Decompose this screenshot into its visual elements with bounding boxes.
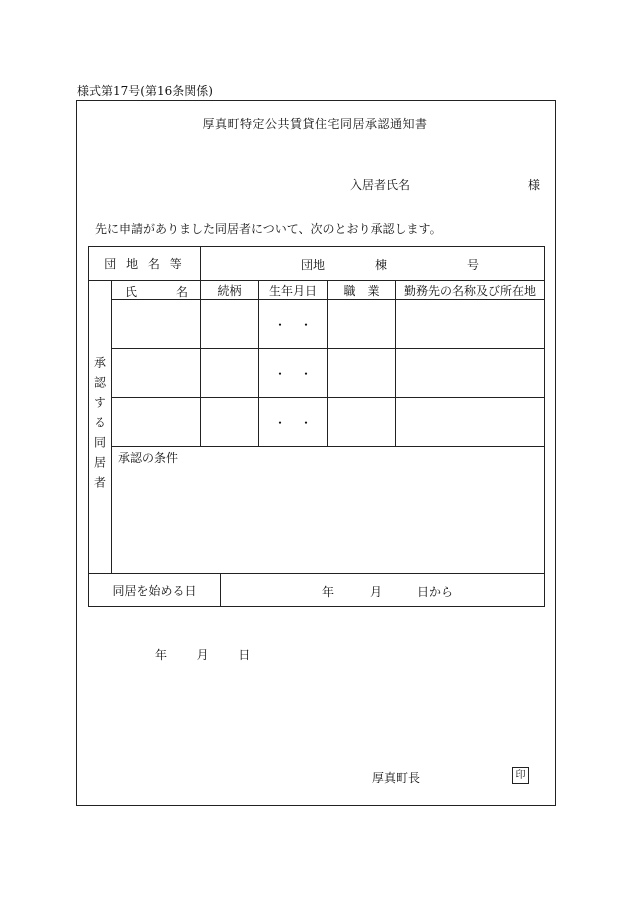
date-dots: ・・ — [274, 415, 327, 430]
form-number: 様式第17号(第16条関係) — [77, 84, 213, 98]
birthdate-cell[interactable] — [259, 349, 328, 398]
date-dots: ・・ — [274, 317, 327, 332]
seal-stamp: 印 — [512, 767, 529, 784]
header-workplace: 勤務先の名称及び所在地 — [396, 281, 545, 300]
resident-honorific: 様 — [528, 178, 541, 192]
intro-text: 先に申請がありました同居者について、次のとおり承認します。 — [95, 222, 442, 236]
header-birthdate: 生年月日 — [259, 281, 328, 300]
resident-name-label: 入居者氏名 — [350, 178, 411, 192]
date-dots: ・・ — [274, 366, 327, 381]
occupation-cell[interactable] — [328, 300, 396, 349]
issue-month-label: 月 — [196, 648, 209, 662]
table-row — [89, 349, 545, 398]
issue-year-label: 年 — [155, 648, 168, 662]
header-name-1: 氏 — [125, 285, 138, 299]
document-title: 厚真町特定公共賃貸住宅同居承認通知書 — [202, 117, 428, 131]
issuer-name: 厚真町長 — [372, 771, 421, 785]
occupation-cell[interactable] — [328, 349, 396, 398]
workplace-cell[interactable] — [396, 398, 545, 447]
name-cell[interactable] — [112, 300, 201, 349]
name-cell[interactable] — [112, 349, 201, 398]
relation-cell[interactable] — [201, 349, 259, 398]
approval-table — [88, 246, 545, 607]
room-unit: 号 — [467, 258, 480, 272]
name-cell[interactable] — [112, 398, 201, 447]
birthdate-cell[interactable] — [259, 300, 328, 349]
workplace-cell[interactable] — [396, 300, 545, 349]
occupation-cell[interactable] — [328, 398, 396, 447]
header-name — [112, 281, 201, 300]
start-month-label: 月 — [370, 585, 383, 599]
start-date-field[interactable] — [221, 574, 545, 607]
issue-date — [155, 646, 250, 663]
side-label-cell — [89, 281, 112, 574]
table-row — [89, 300, 545, 349]
conditions-label: 承認の条件 — [118, 451, 179, 465]
danchi-field[interactable] — [201, 247, 545, 281]
building-unit: 棟 — [375, 258, 388, 272]
approved-cohabitants-label: 承認する同居者 — [92, 355, 107, 496]
birthdate-cell[interactable] — [259, 398, 328, 447]
start-year-label: 年 — [322, 585, 335, 599]
workplace-cell[interactable] — [396, 349, 545, 398]
conditions-cell[interactable] — [112, 447, 545, 574]
issue-day-label: 日 — [238, 648, 251, 662]
start-date-label: 同居を始める日 — [89, 574, 221, 607]
header-name-2: 名 — [176, 285, 189, 299]
danchi-label: 団 地 名 等 — [89, 247, 201, 281]
start-day-from-label: 日から — [417, 585, 454, 599]
header-occupation: 職 業 — [328, 281, 396, 300]
relation-cell[interactable] — [201, 300, 259, 349]
danchi-unit: 団地 — [301, 258, 326, 272]
table-row — [89, 398, 545, 447]
header-relation: 続柄 — [201, 281, 259, 300]
relation-cell[interactable] — [201, 398, 259, 447]
